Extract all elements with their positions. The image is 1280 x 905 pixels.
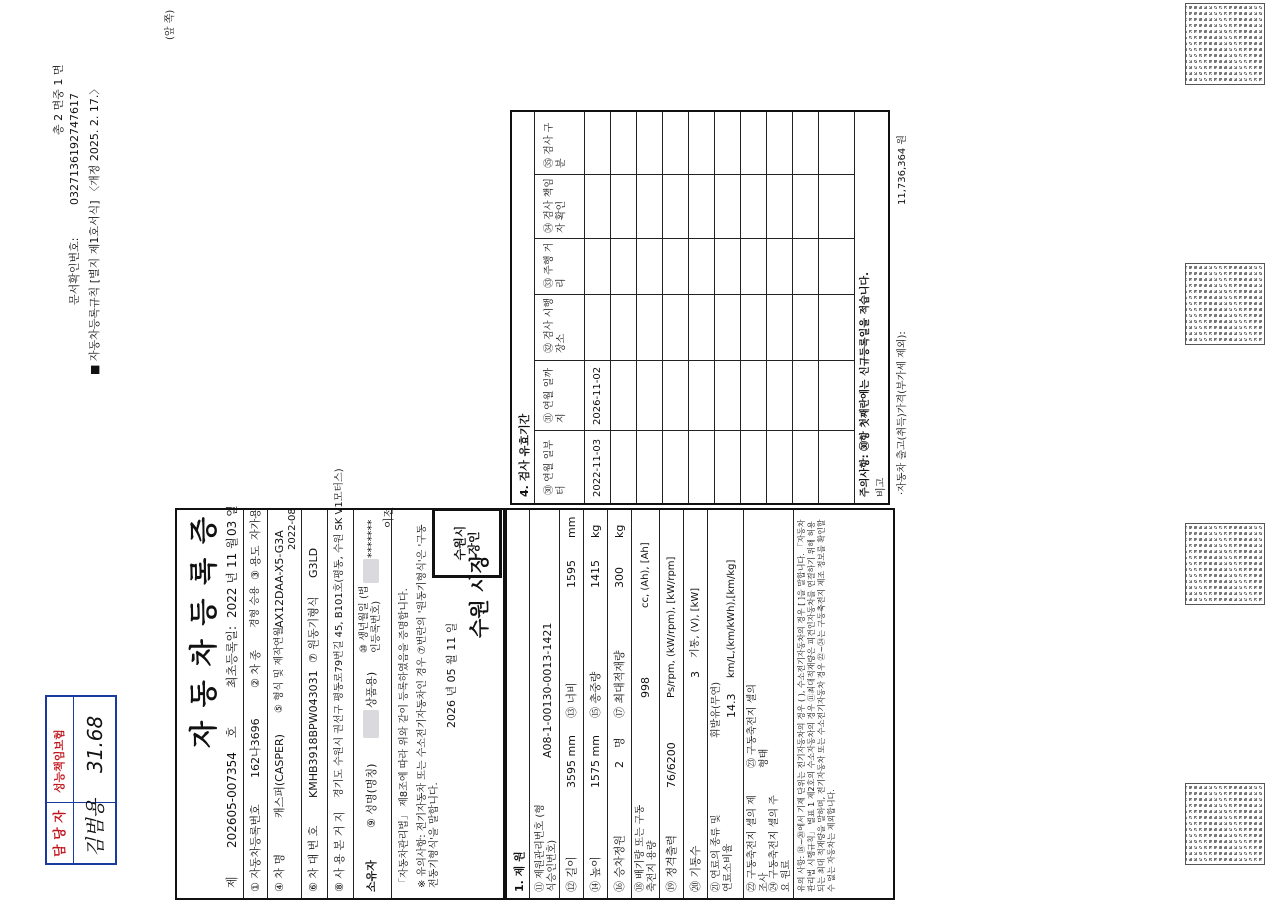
- vin-label: ⑥ 차 대 번 호: [307, 825, 320, 892]
- cylinders-label: ⑳ 기통수: [689, 845, 702, 892]
- form-date: 2022-08: [287, 508, 298, 550]
- cylinders-unit: 기통, (V), [kW]: [690, 587, 701, 658]
- power: 76/6200: [665, 742, 678, 788]
- staff-role: 담 당 자: [53, 810, 68, 857]
- fuel: 휘발유(무연): [711, 681, 722, 738]
- col-to: ㉛ 연월 일까지: [544, 368, 567, 423]
- price: 11,736,364 원: [897, 134, 908, 205]
- redacted-owner-name: [363, 710, 379, 738]
- authority: 수원 시장: [467, 553, 491, 638]
- front-side-label: (앞 쪽): [165, 9, 176, 40]
- usage: 자가용: [249, 508, 262, 540]
- official-seal: [432, 508, 502, 578]
- price-label: ·자동차 출고(취득)가격(부가세 제외):: [897, 331, 908, 495]
- doc-confirm-label: 문서확인번호:: [68, 237, 81, 305]
- col-officer: ㉞ 검사 책임자 확인: [544, 178, 567, 233]
- row1-to: 2026-11-02: [592, 366, 603, 425]
- barcode-block-4: [1185, 783, 1265, 865]
- staff-box: [45, 695, 117, 865]
- length-label: ⑫ 길이: [565, 856, 578, 892]
- first-reg-month: 11 월: [225, 537, 239, 568]
- birth-label: ⑩ 생년월일 (법인등록번호): [359, 585, 382, 653]
- fuel-eff: 14.3: [725, 693, 738, 718]
- redacted-birth: [363, 559, 379, 583]
- doc-confirm-number: 0327136192747617: [68, 93, 81, 205]
- row1-from: 2022-11-03: [592, 438, 603, 497]
- seal-text: 수원시장인: [452, 525, 481, 561]
- barcode-block-1: [1185, 3, 1265, 85]
- width: 1595: [565, 560, 578, 588]
- owner-label: 소유자: [365, 860, 378, 892]
- height: 1575 mm: [589, 735, 602, 788]
- model: 캐스퍼(CASPER): [273, 734, 286, 818]
- battery-maker-label: ㉒ 구동축전지 셀의 제조사: [747, 795, 770, 892]
- load-label: ⑰ 최대적재량: [613, 650, 626, 718]
- height-label: ⑭ 높이: [589, 856, 602, 892]
- battery-form-label: ㉓ 구동축전지 셀의 형태: [747, 684, 770, 768]
- seats-label: ⑯ 승차정원: [613, 834, 626, 892]
- battery-material-label: ㉔ 구동축전지 셀의 주요 원료: [769, 795, 792, 892]
- serial-suffix: 호: [225, 726, 239, 738]
- col-mileage: ㉝ 주행 거리: [544, 242, 567, 288]
- cylinders: 3: [689, 671, 702, 678]
- reg-no: 162나3696: [249, 718, 262, 778]
- length: 3595 mm: [565, 735, 578, 788]
- barcode-block-2: [1185, 263, 1265, 345]
- first-reg-label: 최초등록일:: [225, 625, 239, 688]
- inspection-box: [510, 110, 890, 505]
- location: 경기도 수원시 권선구 평동로79번길 45, B101호(평동, 수원 SK V1모터스): [334, 468, 345, 798]
- approval-label: ⑪ 제원관리번호 (형식승인번호): [535, 804, 558, 892]
- ev-note: ※ 유의사항: 전기자동차 또는 수소전기자동차인 경우 ⑦번란의 '원동기형식'은 '구동전동기형식'을 말합니다.: [417, 524, 440, 888]
- load: 300: [613, 567, 626, 588]
- barcode-block-3: [1185, 523, 1265, 605]
- fuel-unit: km/L,(km/kWh),[km/kg]: [726, 559, 737, 678]
- serial-number: 202605-007354: [225, 752, 239, 848]
- seats: 2: [613, 761, 626, 768]
- load-unit: kg: [613, 524, 626, 538]
- certify-statement: 「자동차관리법」 제8조에 따라 위와 같이 등록하였음을 증명합니다.: [399, 588, 410, 888]
- vin: KMHB3918BPW043031: [307, 670, 320, 798]
- main-cert-box: [175, 468, 505, 900]
- owner-name-suffix: 상품용): [365, 671, 378, 708]
- staff-dept: 성능책임보험: [53, 729, 66, 793]
- inspection-title: 4. 검사 유효기간: [518, 413, 531, 497]
- weight: 1415: [589, 560, 602, 588]
- form-label: ⑤ 형식 및 제작연월: [274, 626, 285, 713]
- location-label: ⑧ 사 용 본 거 지: [333, 811, 346, 892]
- car-type-label: ② 차 종: [249, 649, 262, 688]
- fuel-label: ㉑ 연료의 종류 및 연료소비율: [711, 814, 734, 892]
- staff-signature: 김범용: [83, 799, 107, 857]
- first-reg-day: 03 일: [225, 505, 239, 536]
- issue-date: 2026 년 05 월 11 일: [445, 622, 458, 728]
- birth-value: *******: [365, 519, 378, 558]
- weight-unit: kg: [589, 524, 602, 538]
- col-from: ㉚ 연월 일부터: [544, 440, 567, 495]
- width-unit: mm: [565, 516, 578, 538]
- weight-label: ⑮ 총중량: [589, 671, 602, 718]
- approval-no: A08-1-00130-0013-1421: [541, 622, 554, 758]
- seats-unit: 명: [613, 737, 626, 748]
- engine-label: ⑦ 원동기형식: [307, 596, 320, 663]
- page-count: 총 2 면중 1 면: [52, 64, 65, 135]
- car-type: 경형 승용: [250, 586, 261, 628]
- remarks-label: 비고: [876, 477, 887, 497]
- specs-title: 1. 제 원: [513, 851, 526, 892]
- specs-notes: 유의 사항: ⑱~⑳에서 기재 단위는 전기자동차의 경우 ( ), 수소전기자동차의 경우 [ ]을 말합니다. 「자동차관리법 시행규칙」 별표 1 제2호의 수소자동차의 경우 ⑪최대적재량은 피견인자동차를 연결하기 위해 허용되는 최대 적재량을 말하며, 전기자동차 또는 수소전기자동차 경우 ㉒~㉔는 구동축전지 제조 정보를 확인할 수 없는 자동차는 제외합니다.: [797, 519, 836, 892]
- reg-no-label: ① 자동차등록번호: [249, 804, 262, 892]
- usage-label: ③ 용도: [249, 545, 262, 580]
- form-value: AX12DAA-X5-G3A: [273, 530, 286, 628]
- col-type: ㉟ 검사 구분: [544, 122, 567, 168]
- specs-box: [505, 508, 895, 900]
- staff-number: 31.68: [83, 715, 107, 773]
- displacement-unit: cc, (Ah), [Ah]: [640, 542, 651, 608]
- displacement-label: ⑱ 배기량 또는 구동축전지 용량: [635, 804, 658, 892]
- owner-name-label: ⑨ 성명(명칭): [365, 763, 378, 828]
- power-label: ⑲ 정격출력: [665, 834, 678, 892]
- col-place: ㉜ 검사 시행장소: [544, 298, 567, 353]
- cert-title: 자 동 차 등 록 증: [187, 514, 220, 748]
- engine: G3LD: [307, 547, 320, 578]
- form-reference: ■ 자동차등록규칙 [별지 제1호서식] 〈개정 2025. 2. 17.〉: [88, 83, 101, 375]
- displacement: 998: [639, 677, 652, 698]
- model-label: ④ 차 명: [273, 853, 286, 892]
- first-reg-year: 2022 년: [225, 572, 239, 618]
- serial-prefix: 제: [225, 876, 239, 888]
- width-label: ⑬ 너비: [565, 682, 578, 718]
- power-unit: Ps/rpm, (kW/rpm), [kW/rpm]: [666, 556, 677, 698]
- inspection-notice: 주의사항: ㉚항 첫째란에는 신규등록일을 적습니다.: [860, 272, 871, 497]
- previous-note: 이전: [382, 506, 395, 528]
